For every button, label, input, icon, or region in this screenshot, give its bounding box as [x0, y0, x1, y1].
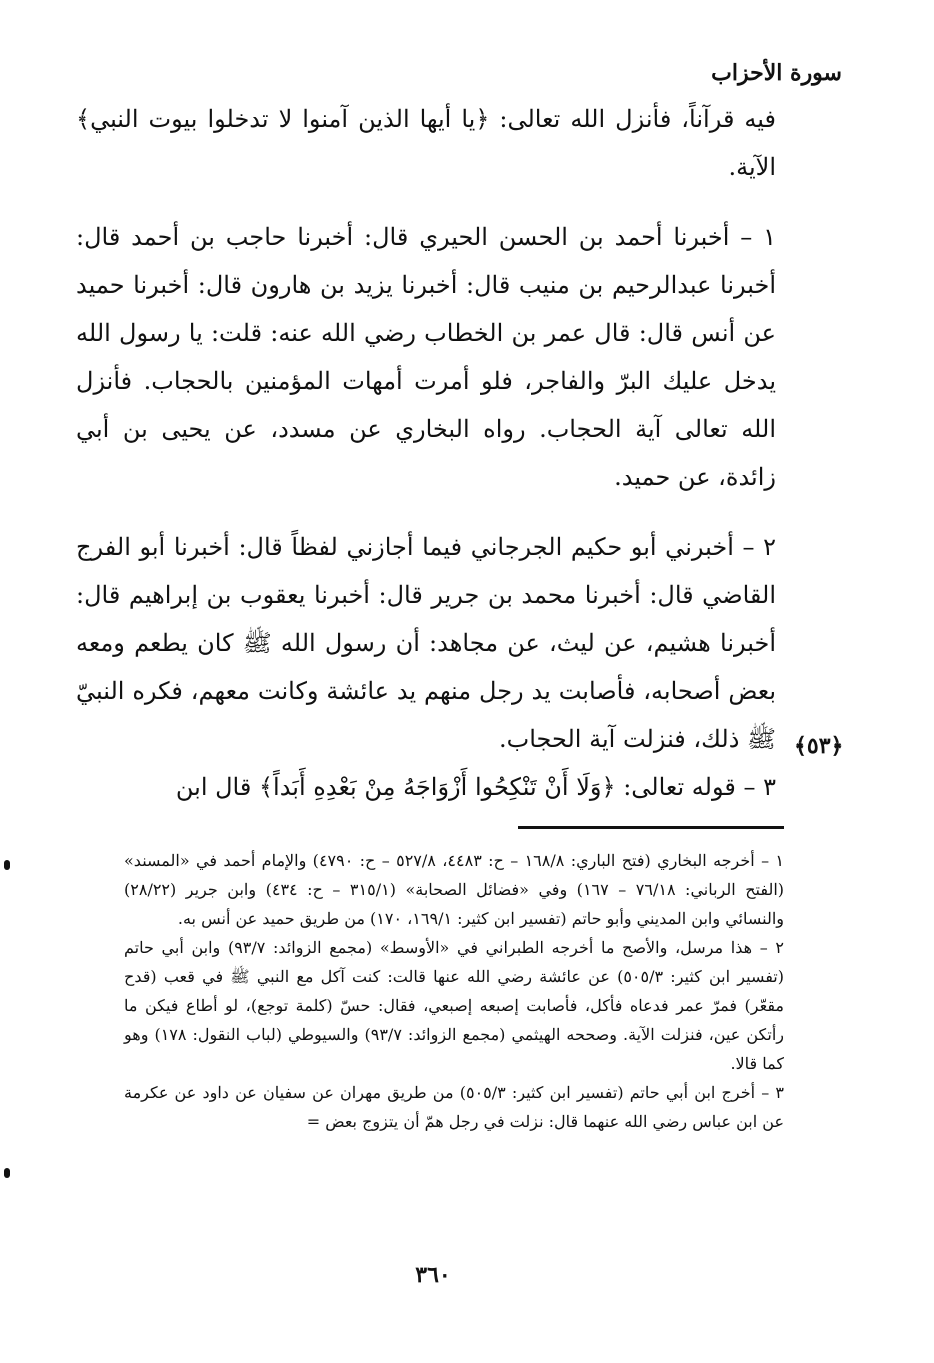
page-number: ٣٦٠	[415, 1262, 451, 1288]
scan-mark	[4, 1168, 10, 1178]
footnotes	[124, 846, 784, 1136]
footnote-divider	[518, 826, 784, 829]
running-header: سورة الأحزاب	[711, 60, 842, 86]
verse-number: ﴿٥٣﴾	[794, 733, 844, 759]
verse-paragraph-3: ٣ – قوله تعالى: ﴿وَلَا أَنْ تَنْكِحُوا أَزْوَاجَهُ مِنْ بَعْدِهِ أَبَداً﴾ قال ابن	[175, 773, 776, 801]
footnote-1: ١ – أخرجه البخاري (فتح الباري: ١٦٨/٨ – ح: ٤٤٨٣، ٥٢٧/٨ – ح: ٤٧٩٠) والإمام أحمد في «المسند» (الفتح الرباني: ٧٦/١٨ – ١٦٧) وفي «فضائل الصحابة» (٣١٥/١ – ح: ٤٣٤) وابن جرير (٢٨/٢٢) والنسائي وابن المديني وأبو حاتم (تفسير ابن كثير: ١٦٩/١، ١٧٠) من طريق حميد عن أنس به.	[124, 851, 785, 928]
main-text	[76, 95, 776, 811]
hadith-paragraph-1: ١ – أخبرنا أحمد بن الحسن الحيري قال: أخبرنا حاجب بن أحمد قال: أخبرنا عبدالرحيم بن منيب قال: أخبرنا يزيد بن هارون قال: أخبرنا حميد عن أنس قال: قال عمر بن الخطاب رضي الله عنه: قلت: يا رسول الله يدخل عليك البرّ والفاجر، فلو أمرت أمهات المؤمنين بالحجاب. فأنزل الله تعالى آية الحجاب. رواه البخاري عن مسدد، عن يحيى بن أبي زائدة، عن حميد.	[76, 223, 776, 491]
hadith-paragraph-2: ٢ – أخبرني أبو حكيم الجرجاني فيما أجازني لفظاً قال: أخبرنا أبو الفرج القاضي قال: أخبرنا محمد بن جرير قال: أخبرنا يعقوب بن إبراهيم قال: أخبرنا هشيم، عن ليث، عن مجاهد: أن رسول الله ﷺ كان يطعم ومعه بعض أصحابه، فأصابت يد رجل منهم يد عائشة وكانت معهم، فكره النبيّ ﷺ ذلك، فنزلت آية الحجاب.	[76, 533, 776, 753]
footnote-3: ٣ – أخرج ابن أبي حاتم (تفسير ابن كثير: ٥٠٥/٣) من طريق مهران عن سفيان عن داود عن عكرمة عن ابن عباس رضي الله عنهما قال: نزلت في رجل همّ أن يتزوج بعض =	[124, 1083, 785, 1131]
scan-mark	[4, 860, 10, 870]
footnote-2: ٢ – هذا مرسل، والأصح ما أخرجه الطبراني في «الأوسط» (مجمع الزوائد: ٩٣/٧) وابن أبي حاتم (تفسير ابن كثير: ٥٠٥/٣) عن عائشة رضي الله عنها قالت: كنت آكل مع النبي ﷺ في قعب (قدح مقعّر) فمرّ عمر فدعاه فأكل، فأصابت إصبعه إصبعي، فقال: حسّ (كلمة توجع)، لو أطاع فيكن ما رأتكن عين، فنزلت الآية. وصححه الهيثمي (مجمع الزوائد: ٩٣/٧) والسيوطي (لباب النقول: ١٧٨) وهو كما قالا.	[124, 938, 785, 1073]
intro-paragraph: فيه قرآناً، فأنزل الله تعالى: ﴿يا أيها الذين آمنوا لا تدخلوا بيوت النبي﴾ الآية.	[76, 105, 776, 181]
